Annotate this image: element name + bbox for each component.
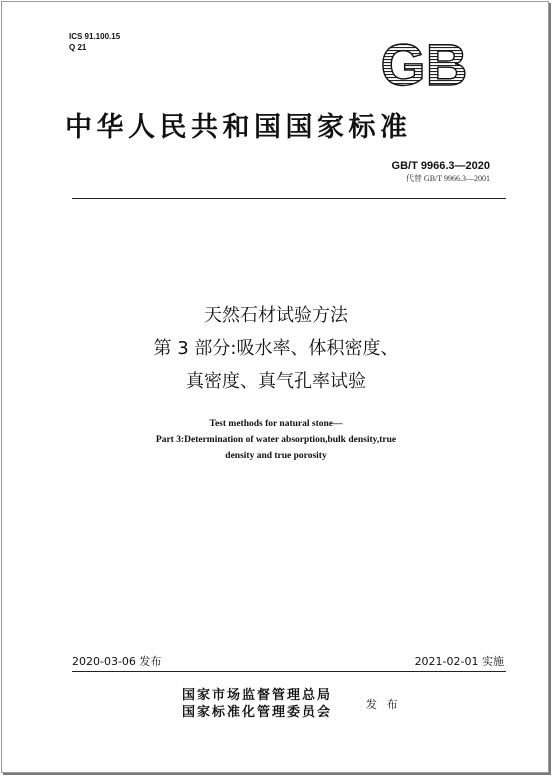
ics-code: ICS 91.100.15 bbox=[69, 32, 121, 41]
national-standard-title: 中华人民共和国国家标准 bbox=[65, 112, 412, 143]
english-title bbox=[2, 416, 550, 464]
chinese-title bbox=[2, 299, 550, 398]
chinese-title-line: 真密度、真气孔率试验 bbox=[186, 371, 366, 392]
classification-codes bbox=[69, 31, 120, 53]
replaces-standard: 代替 GB/T 9966.3—2001 bbox=[405, 174, 490, 183]
bottom-divider bbox=[72, 671, 506, 672]
standard-code: GB/T 9966.3—2020 bbox=[391, 160, 490, 172]
ccs-code: Q 21 bbox=[69, 43, 87, 52]
document-cover bbox=[1, 1, 549, 773]
top-divider bbox=[72, 198, 506, 199]
chinese-title-line: 第 3 部分:吸水率、体积密度、 bbox=[153, 338, 399, 359]
chinese-title-line: 天然石材试验方法 bbox=[204, 305, 348, 326]
gb-logo bbox=[370, 38, 478, 92]
publish-date: 2020-03-06 发布 bbox=[72, 655, 162, 668]
issuer-name: 国家市场监督管理总局 bbox=[182, 688, 333, 703]
english-title-line: density and true porosity bbox=[225, 451, 327, 461]
issue-label: 发 布 bbox=[366, 698, 401, 711]
issuer-name: 国家标准化管理委员会 bbox=[182, 705, 333, 720]
issuing-authorities bbox=[182, 687, 332, 721]
english-title-line: Part 3:Determination of water absorption,bulk density,true bbox=[155, 435, 397, 445]
standard-number-block bbox=[392, 160, 490, 184]
gb-logo-text: GB bbox=[380, 38, 468, 92]
implement-date: 2021-02-01 实施 bbox=[414, 655, 504, 668]
english-title-line: Test methods for natural stone— bbox=[209, 419, 343, 429]
